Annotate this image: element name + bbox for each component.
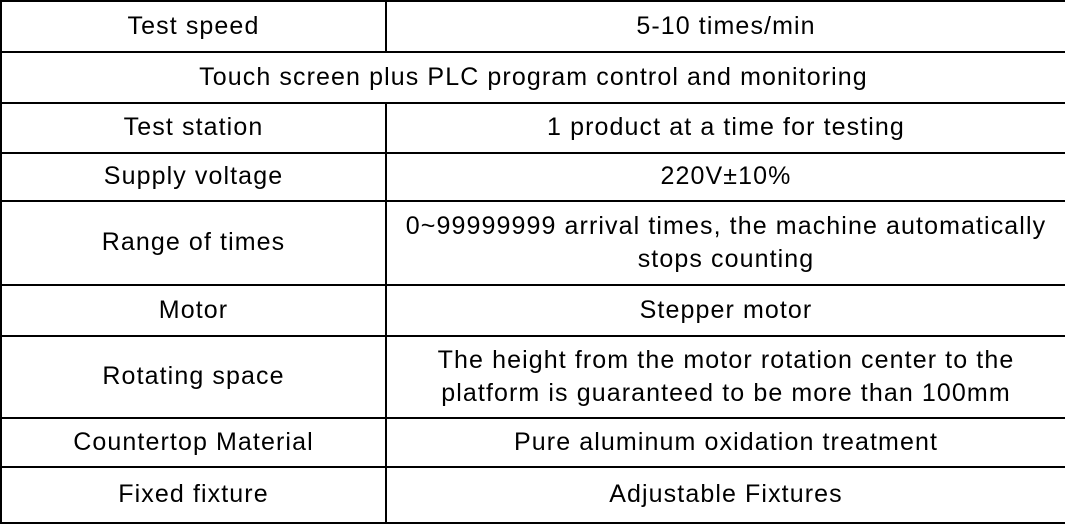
table-row xyxy=(1,467,1065,523)
spec-label-test-speed: Test speed xyxy=(1,1,386,52)
table-row xyxy=(1,285,1065,336)
spec-value-test-speed: 5-10 times/min xyxy=(386,1,1065,52)
table-row xyxy=(1,52,1065,103)
spec-label-motor: Motor xyxy=(1,285,386,336)
spec-label-fixed-fixture: Fixed fixture xyxy=(1,467,386,523)
spec-label-countertop-material: Countertop Material xyxy=(1,418,386,467)
spec-label-rotating-space: Rotating space xyxy=(1,336,386,418)
table-row xyxy=(1,153,1065,201)
table-row xyxy=(1,201,1065,285)
spec-value-rotating-space: The height from the motor rotation center to the platform is guaranteed to be more than 100mm xyxy=(386,336,1065,418)
spec-value-test-station: 1 product at a time for testing xyxy=(386,103,1065,153)
table-row xyxy=(1,103,1065,153)
spec-value-motor: Stepper motor xyxy=(386,285,1065,336)
table-row xyxy=(1,1,1065,52)
spec-value-range-of-times: 0~99999999 arrival times, the machine automatically stops counting xyxy=(386,201,1065,285)
spec-label-range-of-times: Range of times xyxy=(1,201,386,285)
spec-value-supply-voltage: 220V±10% xyxy=(386,153,1065,201)
table-row xyxy=(1,418,1065,467)
table-row xyxy=(1,336,1065,418)
spec-value-fixed-fixture: Adjustable Fixtures xyxy=(386,467,1065,523)
spec-span-control: Touch screen plus PLC program control and monitoring xyxy=(1,52,1065,103)
spec-label-test-station: Test station xyxy=(1,103,386,153)
spec-value-countertop-material: Pure aluminum oxidation treatment xyxy=(386,418,1065,467)
spec-label-supply-voltage: Supply voltage xyxy=(1,153,386,201)
